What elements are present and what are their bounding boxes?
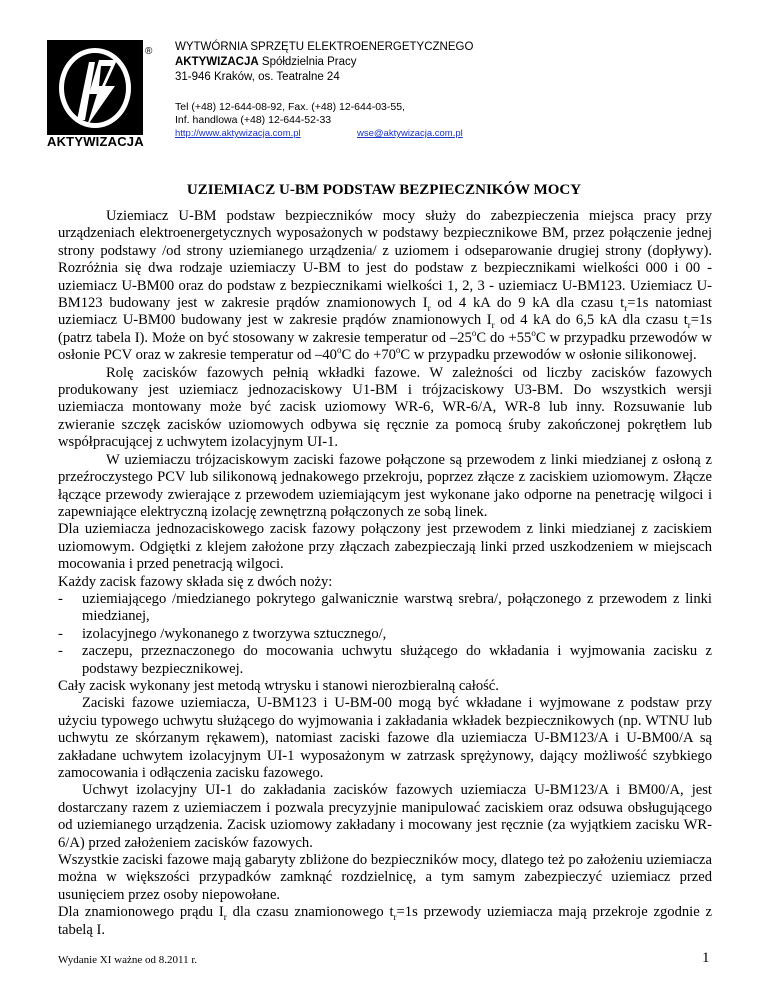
list-item: - uziemiającego /miedzianego pokrytego galwanicznie warstwą srebra/, połączonego z przewodem z linki miedzianej, (58, 590, 712, 625)
paragraph-9: Wszystkie zaciski fazowe mają gabaryty zbliżone do bezpieczników mocy, dlatego też po założeniu uziemiacza można w większości przypadków zamknąć rozdzielnicę, a tym samym zabezpieczyć uziemiacz przed usunięciem przez osoby niepowołane. (58, 852, 712, 903)
paragraph-4: Dla uziemiacza jednozaciskowego zacisk fazowy połączony jest przewodem z linki miedzianej z zaciskiem uziomowym. Odgiętki z klejem założone przy złączach zabezpieczają linki przed uszkodzeniem w miejscach mocowania i przed penetracją wilgoci. (58, 521, 712, 573)
company-sales: Inf. handlowa (+48) 12-644-52-33 (175, 114, 332, 126)
company-phone: Tel (+48) 12-644-08-92, Fax. (+48) 12-644-03-55, (175, 101, 405, 113)
company-name-bold: AKTYWIZACJA (175, 56, 259, 68)
logo-text: AKTYWIZACJA (47, 134, 144, 149)
company-name-rest: Spółdzielnia Pracy (258, 56, 357, 68)
paragraph-8: Uchwyt izolacyjny UI-1 do zakładania zacisków fazowych uziemiacza U-BM123/A i BM00/A, jest dostarczany razem z uziemiaczem i pozwala precyzyjnie manipulować zaciskiem oraz odsuwa obsługującego od uziemianego urządzenia. Zacisk uziomowy zakładany i mocowany jest ręcznie (za wyjątkiem zacisku WR-6/A) przed założeniem zacisków fazowych. (58, 782, 712, 851)
website-link[interactable]: http://www.aktywizacja.com.pl (175, 128, 301, 139)
email-link[interactable]: wse@aktywizacja.com.pl (357, 128, 463, 139)
paragraph-3: W uziemiaczu trójzaciskowym zaciski fazowe połączone są przewodem z linki miedzianej z osłoną z przeźroczystego PCV lub silikonową jednakowego przekroju, poprzez złącze z zaciskiem uziomowym. Złącze łączące przewody zwierające z przewodem uziemiającym jest wykonane jako odporne na penetrację wilgoci i zapewniające elektryczną izolację zewnętrzną połączonych ze sobą linek. (58, 451, 712, 520)
page-number: 1 (702, 950, 710, 966)
paragraph-1: Uziemiacz U-BM podstaw bezpieczników mocy służy do zabezpieczenia miejsca pracy przy urządzeniach elektroenergetycznych wyposażonych w podstawy bezpiecznikowe BM, przez połączenie jednej strony podstawy /od strony uziemianego urządzenia/ z uziomem i odseparowanie drugiej strony (dopływy). Rozróżnia się dwa rodzaje uziemiaczy U-BM to jest do podstaw z bezpiecznikami wielkości 000 i 00 - uziemiacz U-BM00 oraz do podstaw z bezpiecznikami wielkości 1, 2, 3 - uziemiacz U-BM123. Uziemiacz U-BM123 budowany jest w zakresie prądów znamionowych $I_r$ od 4 kA do 9 kA dla czasu $t_r=1s$ natomiast uziemiacz U-BM00 budowany jest w zakresie prądów znamionowych $I_r$ od 4 kA do 6,5 kA dla czasu $t_r=1s$ (patrz tabela I). Może on być stosowany w zakresie temperatur od –25$^o$C do $+55^oC$ w przypadku przewodów w osłonie PCV oraz w zakresie temperatur od –40$^o$C do $+70^oC$ w przypadku przewodów w osłonie silikonowej. (58, 208, 712, 364)
company-name (175, 55, 357, 70)
edition-note: Wydanie XI ważne od 8.2011 r. (58, 954, 198, 966)
company-address: 31-946 Kraków, os. Teatralne 24 (175, 71, 340, 83)
document-body (58, 208, 712, 939)
paragraph-5: Każdy zacisk fazowy składa się z dwóch noży: (58, 573, 333, 590)
paragraph-6: Cały zacisk wykonany jest metodą wtrysku i stanowi nierozbieralną całość. (58, 677, 499, 694)
list-item: - zaczepu, przeznaczonego do mocowania uchwytu służącego do wkładania i wyjmowania zacisku z podstawy bezpiecznikowej. (58, 643, 712, 677)
paragraph-7: Zaciski fazowe uziemiacza, U-BM123 i U-BM-00 mogą być wkładane i wyjmowane z podstaw przy użyciu typowego uchwytu służącego do wyjmowania i zakładania wkładek bezpiecznikowych (np. WTNU lub uchwytu ze skórzanym rękawem), natomiast zaciski fazowe dla uziemiacza U-BM123/A i U-BM00/A są zakładane uchwytem izolacyjnym UI-1 wyposażonym w zatrzask sprężynowy, dający możliwość szybkiego zamocowania i odłączenia zacisku fazowego. (58, 695, 712, 781)
logo-emblem-icon (47, 40, 157, 135)
list-item: - izolacyjnego /wykonanego z tworzywa sztucznego/, (58, 625, 387, 642)
document-title: UZIEMIACZ U-BM PODSTAW BEZPIECZNIKÓW MOCY (186, 182, 582, 198)
paragraph-2: Rolę zacisków fazowych pełnią wkładki fazowe. W zależności od liczby zacisków fazowych produkowany jest uziemiacz jednozaciskowy U1-BM i trójzaciskowy U3-BM. Do wszystkich wersji uziemiacza montowany może być zacisk uziomowy WR-6, WR-6/A, WR-8 lub inny. Rozsuwanie lub zwieranie szczęk zacisków uziomowych odbywa się ręcznie za pomocą śruby zakończonej pokrętłem lub współpracującej z uchwytem izolacyjnym UI-1. (58, 364, 712, 451)
registered-mark: ® (145, 46, 153, 57)
paragraph-10: Dla znamionowego prądu $I_r$ dla czasu znamionowego $t_r=1s$ przewody uziemiacza mają przekroje zgodnie z tabelą I. (58, 904, 712, 938)
company-line1: WYTWÓRNIA SPRZĘTU ELEKTROENERGETYCZNEGO (175, 41, 474, 53)
